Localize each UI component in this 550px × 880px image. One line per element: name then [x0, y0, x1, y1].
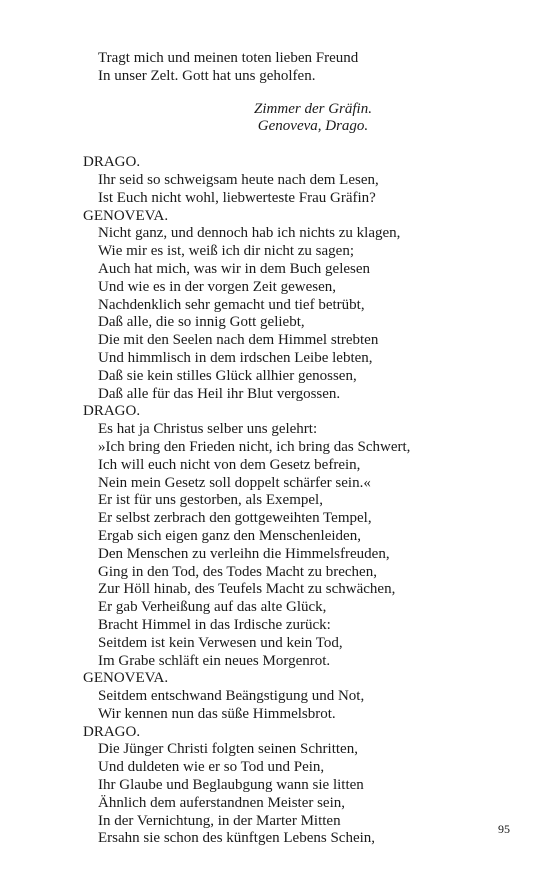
verse-line: Ergab sich eigen ganz den Menschenleiden,	[98, 527, 361, 544]
verse-line: Seitdem ist kein Verwesen und kein Tod,	[98, 634, 343, 651]
verse-line: Den Menschen zu verleihn die Himmelsfreuden,	[98, 545, 390, 562]
spacer	[83, 86, 523, 101]
stage-direction-characters: Genoveva, Drago.	[257, 118, 369, 135]
verse-line: Daß alle für das Heil ihr Blut vergossen.	[98, 385, 341, 402]
verse-line: Er ist für uns gestorben, als Exempel,	[98, 492, 323, 509]
verse-line: Tragt mich und meinen toten lieben Freund	[98, 50, 359, 66]
verse-line: Daß sie kein stilles Glück allhier genossen,	[98, 367, 357, 384]
verse-line: In unser Zelt. Gott hat uns geholfen.	[98, 67, 316, 84]
verse-line: Ersahn sie schon des künftgen Lebens Schein,	[98, 830, 376, 847]
verse-line: Ihr Glaube und Beglaubgung wann sie litten	[98, 777, 364, 794]
page-text	[83, 50, 523, 848]
speaker-name: DRAGO.	[83, 723, 141, 740]
verse-line: Nachdenklich sehr gemacht und tief betrübt,	[98, 296, 365, 313]
verse-line: Auch hat mich, was wir in dem Buch gelesen	[98, 260, 371, 277]
verse-line: Bracht Himmel in das Irdische zurück:	[98, 616, 331, 633]
verse-line: Und duldeten wie er so Tod und Pein,	[98, 759, 325, 776]
verse-line: Daß alle, die so innig Gott geliebt,	[98, 314, 305, 331]
verse-line: Seitdem entschwand Beängstigung und Not,	[98, 688, 365, 705]
spacer	[83, 136, 523, 154]
verse-line: Zur Höll hinab, des Teufels Macht zu schwächen,	[98, 581, 396, 598]
verse-line: Und wie es in der vorgen Zeit gewesen,	[98, 278, 336, 295]
verse-line: Ähnlich dem auferstandnen Meister sein,	[98, 794, 346, 811]
verse-line: Ging in den Tod, des Todes Macht zu brechen,	[98, 563, 377, 580]
verse-line: Wir kennen nun das süße Himmelsbrot.	[98, 705, 336, 722]
verse-line: Er selbst zerbrach den gottgeweihten Tempel,	[98, 510, 372, 527]
dialogue	[83, 154, 523, 848]
verse-line: Und himmlisch in dem irdschen Leibe lebten,	[98, 349, 373, 366]
stage-direction-location: Zimmer der Gräfin.	[254, 100, 372, 117]
speaker-name: DRAGO.	[83, 154, 141, 171]
verse-line: Er gab Verheißung auf das alte Glück,	[98, 599, 327, 616]
verse-line: Ist Euch nicht wohl, liebwerteste Frau Gräfin?	[98, 189, 376, 206]
verse-line: Wie mir es ist, weiß ich dir nicht zu sagen;	[98, 243, 354, 260]
verse-line: Die mit den Seelen nach dem Himmel strebten	[98, 332, 379, 349]
verse-line: Nein mein Gesetz soll doppelt schärfer sein.«	[98, 474, 371, 491]
verse-line: »Ich bring den Frieden nicht, ich bring das Schwert,	[98, 438, 411, 455]
verse-line: Im Grabe schläft ein neues Morgenrot.	[98, 652, 331, 669]
speaker-name: GENOVEVA.	[83, 670, 169, 687]
verse-line: Es hat ja Christus selber uns gelehrt:	[98, 421, 318, 438]
verse-line: In der Vernichtung, in der Marter Mitten	[98, 812, 341, 829]
speaker-name: GENOVEVA.	[83, 207, 169, 224]
verse-line: Nicht ganz, und dennoch hab ich nichts zu klagen,	[98, 225, 401, 242]
verse-line: Ihr seid so schweigsam heute nach dem Lesen,	[98, 171, 379, 188]
verse-line: Ich will euch nicht von dem Gesetz befrein,	[98, 456, 361, 473]
verse-line: Die Jünger Christi folgten seinen Schritten,	[98, 741, 358, 758]
speaker-name: DRAGO.	[83, 403, 141, 420]
page-number: 95	[498, 822, 510, 836]
